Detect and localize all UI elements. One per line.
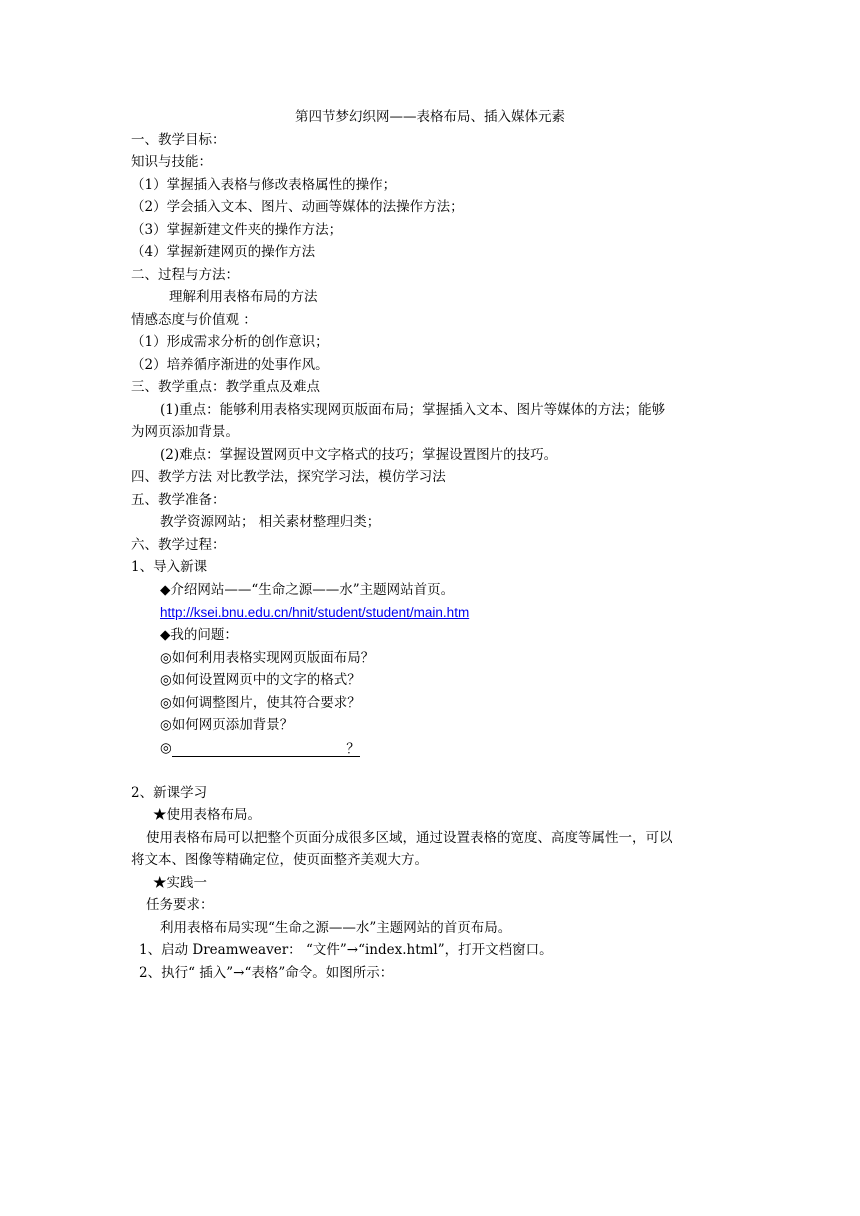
list-item: （3）掌握新建文件夹的操作方法； [131, 222, 343, 238]
sub-heading: 情感态度与价值观 ： [131, 312, 257, 328]
list-item: （2）学会插入文本、图片、动画等媒体的法操作方法； [131, 199, 464, 215]
question-item [160, 739, 360, 757]
paragraph: ★使用表格布局。 [153, 807, 261, 823]
site-link[interactable]: http://ksei.bnu.edu.cn/hnit/student/student/main.htm [160, 605, 470, 620]
paragraph: 教学资源网站； 相关素材整理归类； [160, 514, 381, 530]
paragraph: 将文本、图像等精确定位，使页面整齐美观大方。 [131, 852, 428, 868]
paragraph: ◆介绍网站——“生命之源——水”主题网站首页。 [160, 582, 455, 598]
paragraph: 为网页添加背景。 [131, 424, 239, 440]
paragraph: ◆我的问题： [160, 627, 238, 643]
question-item: ◎如何网页添加背景？ [160, 717, 294, 733]
paragraph: 使用表格布局可以把整个页面分成很多区域，通过设置表格的宽度、高度等属性一，可以 [146, 830, 673, 846]
blank-line [172, 740, 360, 757]
list-item: （1）掌握插入表格与修改表格属性的操作； [131, 177, 397, 193]
paragraph: ★实践一 [153, 875, 207, 891]
doc-title: 第四节梦幻织网——表格布局、插入媒体元素 [295, 109, 565, 125]
paragraph: 利用表格布局实现“生命之源——水”主题网站的首页布局。 [160, 920, 512, 936]
sub-heading: 1、导入新课 [131, 559, 208, 575]
question-item: ◎如何设置网页中的文字的格式？ [160, 672, 361, 688]
step-item: 2、执行“ 插入”→“表格”命令。如图所示： [139, 965, 394, 981]
question-mark: ◎ [160, 740, 172, 756]
section-heading: 六、教学过程： [131, 537, 226, 553]
step-item: 1、启动 Dreamweaver： “文件”→“index.html”，打开文档窗口。 [139, 942, 553, 958]
sub-heading: 知识与技能： [131, 154, 212, 170]
paragraph: (2)难点：掌握设置网页中文字格式的技巧；掌握设置图片的技巧。 [160, 447, 558, 463]
list-item: （4）掌握新建网页的操作方法 [131, 244, 316, 260]
section-heading: 四、教学方法 对比教学法，探究学习法，模仿学习法 [131, 469, 446, 485]
section-heading: 五、教学准备： [131, 492, 226, 508]
paragraph: 任务要求： [146, 897, 214, 913]
paragraph: (1)重点：能够利用表格实现网页版面布局；掌握插入文本、图片等媒体的方法；能够 [160, 402, 666, 418]
question-end: ？ [346, 741, 360, 757]
list-item: （1）形成需求分析的创作意识； [131, 334, 329, 350]
section-heading: 三、教学重点：教学重点及难点 [131, 379, 320, 395]
section-heading: 一、教学目标： [131, 132, 226, 148]
section-heading: 二、过程与方法： [131, 267, 239, 283]
sub-heading: 2、新课学习 [131, 785, 208, 801]
question-item: ◎如何利用表格实现网页版面布局？ [160, 650, 375, 666]
paragraph: 理解利用表格布局的方法 [169, 289, 318, 305]
question-item: ◎如何调整图片，使其符合要求？ [160, 695, 361, 711]
list-item: （2）培养循序渐进的处事作风。 [131, 357, 329, 373]
